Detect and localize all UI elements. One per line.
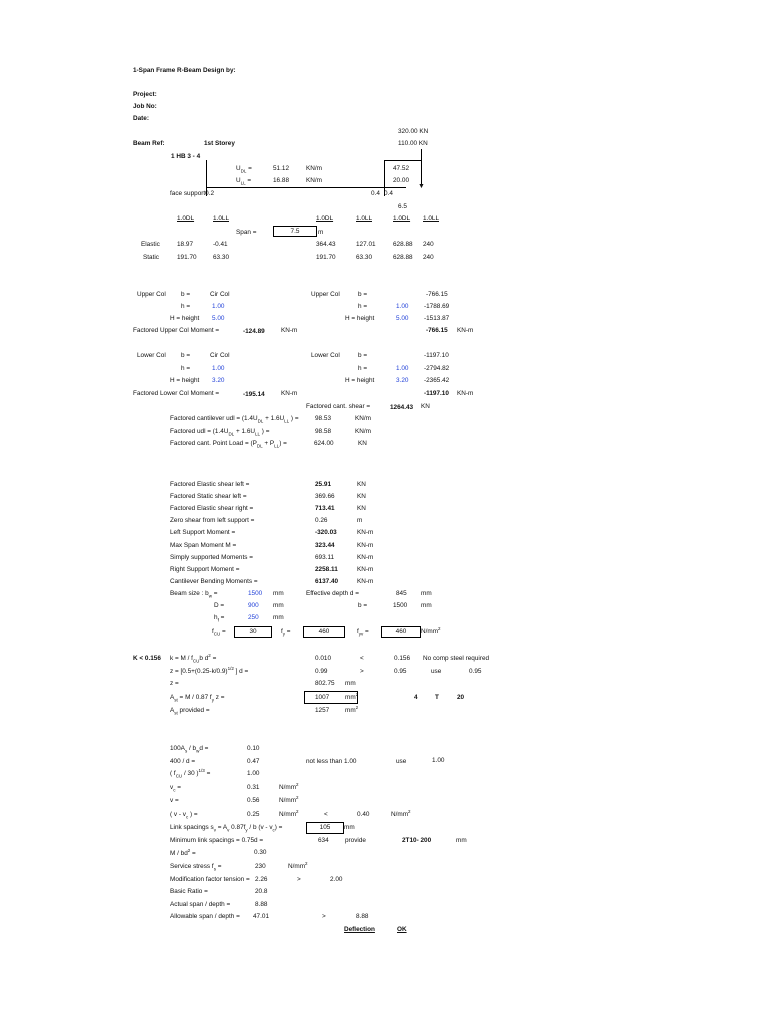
v-unit: $N/mm^2$ xyxy=(279,794,299,804)
result-label: Simply supported Moments = xyxy=(170,554,253,561)
upper-col-h-label: h = xyxy=(181,303,191,310)
result-label: Cantilever Bending Moments = xyxy=(170,578,258,585)
upper-col-moment-unit: KN-m xyxy=(281,327,298,334)
as-provided-label: $A_{st}$ provided = xyxy=(170,707,210,716)
lower-col-moment-label: Factored Lower Col Moment = xyxy=(133,390,220,397)
udl-ll-value: 16.88 xyxy=(273,177,289,184)
vc-unit: $N/mm^2$ xyxy=(279,781,299,791)
v-vc-value: 0.25 xyxy=(247,811,260,818)
upper-col-right-h: h = xyxy=(358,303,368,310)
as-required-box: 1007 xyxy=(304,691,358,704)
upper-col-calc: -766.15 xyxy=(426,291,448,298)
lower-col-label: Lower Col xyxy=(137,352,166,359)
factored-udl-value: 98.58 xyxy=(315,428,331,435)
project-label: Project: xyxy=(133,91,157,98)
udl-dl-value: 51.12 xyxy=(273,165,289,172)
result-label: Factored Static shear left = xyxy=(170,493,247,500)
lower-col-calc: -1197.10 xyxy=(424,352,449,359)
udl-dl-label: $U_{DL}$ = xyxy=(236,165,252,174)
cant-dl: 47.52 xyxy=(393,165,409,172)
upper-col-calc: -1513.87 xyxy=(424,315,450,322)
basic-ratio-value: 20.8 xyxy=(255,888,268,895)
fyv-unit: $N/mm^2$ xyxy=(421,625,441,635)
point-load-ll: 110.00 KN xyxy=(398,140,428,147)
elastic-value: 18.97 xyxy=(177,241,193,248)
right-face-support: 0.4 xyxy=(371,190,380,197)
basic-ratio-label: Basic Ratio = xyxy=(170,888,208,895)
upper-col-height-value[interactable]: 5.00 xyxy=(212,315,225,322)
as-provided-value: 1257 xyxy=(315,707,330,714)
k-condition: K < 0.156 xyxy=(133,655,161,662)
upper-col-right-b: b = xyxy=(358,291,368,298)
actual-span-depth-value: 8.88 xyxy=(255,901,268,908)
shear-ratio-label: $100A_s / b_wd$ = xyxy=(170,745,209,754)
point-load-dl: 320.00 KN xyxy=(398,128,429,135)
as-formula: $A_{st} = M / 0.87$ $f_y$ z = xyxy=(170,694,225,703)
depth-factor-value: 0.47 xyxy=(247,758,260,765)
result-unit: KN-m xyxy=(357,554,374,561)
depth-factor-note: not less than 1.00 xyxy=(306,758,357,765)
depth-value[interactable]: 900 xyxy=(248,602,259,609)
header-ll-mid: 1.0LL xyxy=(356,215,372,222)
result-label: Factored Elastic shear right = xyxy=(170,505,254,512)
header-dl-mid: 1.0DL xyxy=(316,215,334,222)
result-value: 693.11 xyxy=(315,554,335,561)
lower-col-h-value[interactable]: 1.00 xyxy=(212,365,225,372)
effective-depth-unit: mm xyxy=(421,590,432,597)
upper-col-b-label: b = xyxy=(181,291,191,298)
flange-label: $h_f$ = xyxy=(214,614,225,623)
upper-col-height-label: H = height xyxy=(170,315,200,322)
k-note: No comp steel required xyxy=(423,655,490,662)
cant-point-load-label: Factored cant. Point Load = $(P_{DL} + P_{LL})$ = xyxy=(170,440,287,449)
result-value: 0.26 xyxy=(315,517,328,524)
bars-diameter: 20 xyxy=(457,694,465,701)
span-unit: m xyxy=(318,229,324,236)
service-stress-unit: $N/mm^2$ xyxy=(288,860,308,870)
flange-value[interactable]: 250 xyxy=(248,614,259,621)
bars-type: T xyxy=(435,694,439,701)
result-unit: KN-m xyxy=(357,529,374,536)
min-link-provide: provide xyxy=(345,837,366,844)
page-title: 1-Span Frame R-Beam Design by: xyxy=(133,67,236,74)
lower-col-b-value: Cir Col xyxy=(210,352,230,359)
header-dl-right: 1.0DL xyxy=(393,215,411,222)
concrete-factor-label: ( $f_{CU} / 30$ )$^{1/3}$ = xyxy=(170,767,211,779)
v-vc-unit: $N/mm^2$ xyxy=(279,808,299,818)
mod-factor-compare: > xyxy=(297,876,301,883)
z-use-label: use xyxy=(431,668,442,675)
result-unit: KN-m xyxy=(357,566,374,573)
depth-factor-use-value: 1.00 xyxy=(432,757,445,764)
b-label: b = xyxy=(358,602,368,609)
links-unit: mm xyxy=(456,837,467,844)
factored-udl-unit: KN/m xyxy=(355,428,371,435)
v-value: 0.56 xyxy=(247,797,260,804)
span-input[interactable]: 7.5 xyxy=(273,226,317,237)
cant-udl-value: 98.53 xyxy=(315,415,331,422)
factored-udl-label: Factored udl = ($1.4U_{DL} + 1.6U_{LL}$ ) = xyxy=(170,428,270,437)
service-stress-label: Service stress $f_s$ = xyxy=(170,863,222,872)
min-link-value: 634 xyxy=(318,837,329,844)
static-value: 191.70 xyxy=(316,254,336,261)
header-ll-right: 1.0LL xyxy=(423,215,439,222)
lower-col-h-label: h = xyxy=(181,365,191,372)
b-value: 1500 xyxy=(393,602,408,609)
elastic-value: -0.41 xyxy=(213,241,228,248)
upper-col-right-h-value[interactable]: 1.00 xyxy=(396,303,409,310)
lower-col-right-h-value[interactable]: 1.00 xyxy=(396,365,409,372)
right-face-support-2: 0.4 xyxy=(384,190,393,197)
result-unit: KN xyxy=(357,481,366,488)
lower-col-height-label: H = height xyxy=(170,377,200,384)
lower-col-right-label: Lower Col xyxy=(311,352,340,359)
result-unit: KN xyxy=(357,505,366,512)
result-unit: KN-m xyxy=(357,542,374,549)
lower-col-height-value[interactable]: 3.20 xyxy=(212,377,225,384)
lower-col-calc: -2365.42 xyxy=(424,377,450,384)
cant-point-load-value: 624.00 xyxy=(314,440,334,447)
lower-col-b-label: b = xyxy=(181,352,191,359)
elastic-value: 127.01 xyxy=(356,241,376,248)
cantilever-top-line xyxy=(384,160,422,161)
storey-label: 1st Storey xyxy=(204,140,235,147)
upper-col-b-value: Cir Col xyxy=(210,291,230,298)
static-label: Static xyxy=(143,254,159,261)
static-value: 63.30 xyxy=(356,254,372,261)
result-value: 323.44 xyxy=(315,542,335,549)
k-compare: < xyxy=(360,655,364,662)
z-formula: $z = [0.5+(0.25-k/0.9)^{1/2}$ ] d = xyxy=(170,665,249,675)
fyv-label: $f_{yv}$ = xyxy=(357,628,369,637)
elastic-label: Elastic xyxy=(141,241,160,248)
result-label: Left Support Moment = xyxy=(170,529,236,536)
min-link-label: Minimum link spacings = 0.75d = xyxy=(170,837,264,844)
lower-col-right-b: b = xyxy=(358,352,368,359)
result-unit: m xyxy=(357,517,363,524)
job-no-label: Job No: xyxy=(133,103,157,110)
result-label: Zero shear from left support = xyxy=(170,517,255,524)
beam-line xyxy=(206,187,406,188)
lower-col-calc: -2794.82 xyxy=(424,365,450,372)
point-load-arrow xyxy=(421,149,422,187)
depth-unit: mm xyxy=(273,602,284,609)
lower-col-right-moment: -1197.10 xyxy=(424,390,449,397)
fcu-label: $f_{CU}$ = xyxy=(212,628,226,637)
result-label: Factored Elastic shear left = xyxy=(170,481,250,488)
beam-width-value[interactable]: 1500 xyxy=(248,590,263,597)
static-value: 628.88 xyxy=(393,254,413,261)
z-value: 802.75 xyxy=(315,680,335,687)
face-support-label: face support0.2 xyxy=(170,190,215,197)
cant-length: 6.5 xyxy=(398,203,407,210)
result-value: 6137.40 xyxy=(315,578,339,585)
concrete-factor-value: 1.00 xyxy=(247,770,260,777)
fy-input[interactable]: 460 xyxy=(303,626,345,638)
cant-udl-unit: KN/m xyxy=(355,415,371,422)
upper-col-right-height-value[interactable]: 5.00 xyxy=(396,315,409,322)
as-unit: $mm^2$ xyxy=(345,691,359,701)
shear-ratio-value: 0.10 xyxy=(247,745,260,752)
mod-factor-value: 2.26 xyxy=(255,876,268,883)
effective-depth-label: Effective depth d = xyxy=(306,590,359,597)
depth-factor-use: use xyxy=(396,758,407,765)
upper-col-right-moment: -766.15 xyxy=(426,327,448,334)
z-unit: mm xyxy=(345,680,356,687)
elastic-value: 364.43 xyxy=(316,241,336,248)
allowable-compare: > xyxy=(322,913,326,920)
upper-col-right-height: H = height xyxy=(345,315,375,322)
result-unit: KN xyxy=(357,493,366,500)
result-value: 713.41 xyxy=(315,505,335,512)
result-value: 369.66 xyxy=(315,493,335,500)
depth-label: D = xyxy=(214,602,225,609)
static-value: 191.70 xyxy=(177,254,197,261)
arrow-head-icon: ▼ xyxy=(418,183,425,190)
b-unit: mm xyxy=(421,602,432,609)
service-stress-value: 230 xyxy=(255,863,266,870)
vc-label: $v_c$ = xyxy=(170,784,181,793)
result-label: Right Support Moment = xyxy=(170,566,240,573)
lower-col-moment-value: -195.14 xyxy=(243,391,265,398)
upper-col-moment-label: Factored Upper Col Moment = xyxy=(133,327,220,334)
depth-factor-label: 400 / d = xyxy=(170,758,196,765)
beam-id: 1 HB 3 - 4 xyxy=(171,153,201,160)
mod-factor-limit: 2.00 xyxy=(330,876,343,883)
deflection-label: Deflection xyxy=(344,926,375,933)
k-value: 0.010 xyxy=(315,655,331,662)
allowable-span-depth-label: Allowable span / depth = xyxy=(170,913,240,920)
cant-point-load-unit: KN xyxy=(358,440,367,447)
cant-shear-value: 1264.43 xyxy=(390,404,414,411)
elastic-value: 240 xyxy=(423,241,434,248)
result-label: Max Span Moment M = xyxy=(170,542,237,549)
static-value: 240 xyxy=(423,254,434,261)
allowable-span-depth-value: 47.01 xyxy=(253,913,269,920)
udl-dl-unit: KN/m xyxy=(306,165,322,172)
result-value: -320.03 xyxy=(315,529,337,536)
v-vc-compare: < xyxy=(324,811,328,818)
fy-label: $f_y$ = xyxy=(281,628,291,637)
date-label: Date: xyxy=(133,115,149,122)
v-vc-limit-unit: $N/mm^2$ xyxy=(391,808,411,818)
link-spacing-label: Link spacings $s_v = A_v$ $0.87f_y$ / b $(v - v_c)$ = xyxy=(170,824,283,833)
upper-col-right-unit: KN-m xyxy=(457,327,474,334)
link-spacing-box: 105 xyxy=(306,822,344,834)
header-ll-left: 1.0LL xyxy=(213,215,229,222)
v-label: v = xyxy=(170,797,179,804)
effective-depth-value: 845 xyxy=(396,590,407,597)
z-compare: > xyxy=(360,668,364,675)
z-label: z = xyxy=(170,680,179,687)
k-limit: 0.156 xyxy=(394,655,410,662)
cant-shear-label: Factored cant. shear = xyxy=(306,403,371,410)
result-unit: KN-m xyxy=(357,578,374,585)
cant-udl-label: Factored cantilever udl = ($1.4U_{DL} + 1.6U_{LL}$ ) = xyxy=(170,415,299,424)
beam-width-unit: mm xyxy=(273,590,284,597)
result-value: 2258.11 xyxy=(315,566,338,573)
header-dl-left: 1.0DL xyxy=(177,215,195,222)
z-use-value: 0.95 xyxy=(469,668,482,675)
lower-col-right-height-value[interactable]: 3.20 xyxy=(396,377,409,384)
deflection-status: OK xyxy=(397,926,407,933)
flange-unit: mm xyxy=(273,614,284,621)
bars-count: 4 xyxy=(414,694,418,701)
lower-col-right-unit: KN-m xyxy=(457,390,474,397)
lower-col-right-height: H = height xyxy=(345,377,375,384)
v-vc-label: ( v - $v_c$ ) = xyxy=(170,811,198,820)
actual-span-depth-label: Actual span / depth = xyxy=(170,901,231,908)
z-ratio: 0.99 xyxy=(315,668,328,675)
link-spacing-unit: mm xyxy=(344,824,355,831)
allowable-limit: 8.88 xyxy=(356,913,369,920)
m-bd2-value: 0.30 xyxy=(254,849,267,856)
span-label: Span = xyxy=(236,229,257,236)
fyv-input[interactable]: 460 xyxy=(381,626,421,638)
k-formula: $k = M / f_{CU}b$ $d^2$ = xyxy=(170,652,217,664)
elastic-value: 628.88 xyxy=(393,241,413,248)
upper-col-calc: -1788.69 xyxy=(424,303,450,310)
cant-ll: 20.00 xyxy=(393,177,409,184)
as-provided-unit: $mm^2$ xyxy=(345,704,359,714)
udl-ll-label: $U_{LL}$ = xyxy=(236,177,252,186)
cant-shear-unit: KN xyxy=(421,403,430,410)
mod-factor-label: Modification factor tension = xyxy=(170,876,250,883)
beam-size-label: Beam size : $b_w$ = xyxy=(170,590,218,599)
m-bd2-label: M / $bd^2$ = xyxy=(170,847,196,857)
lower-col-right-h: h = xyxy=(358,365,368,372)
upper-col-h-value[interactable]: 1.00 xyxy=(212,303,225,310)
upper-col-label: Upper Col xyxy=(137,291,166,298)
result-value: 25.91 xyxy=(315,481,331,488)
udl-ll-unit: KN/m xyxy=(306,177,322,184)
vc-value: 0.31 xyxy=(247,784,260,791)
links-provided: 2T10- 200 xyxy=(402,837,432,844)
z-limit: 0.95 xyxy=(394,668,407,675)
fcu-input[interactable]: 30 xyxy=(234,626,272,638)
static-value: 63.30 xyxy=(213,254,229,261)
upper-col-moment-value: -124.89 xyxy=(243,328,265,335)
upper-col-right-label: Upper Col xyxy=(311,291,340,298)
v-vc-limit: 0.40 xyxy=(357,811,370,818)
beam-ref-label: Beam Ref: xyxy=(133,140,165,147)
lower-col-moment-unit: KN-m xyxy=(281,390,298,397)
